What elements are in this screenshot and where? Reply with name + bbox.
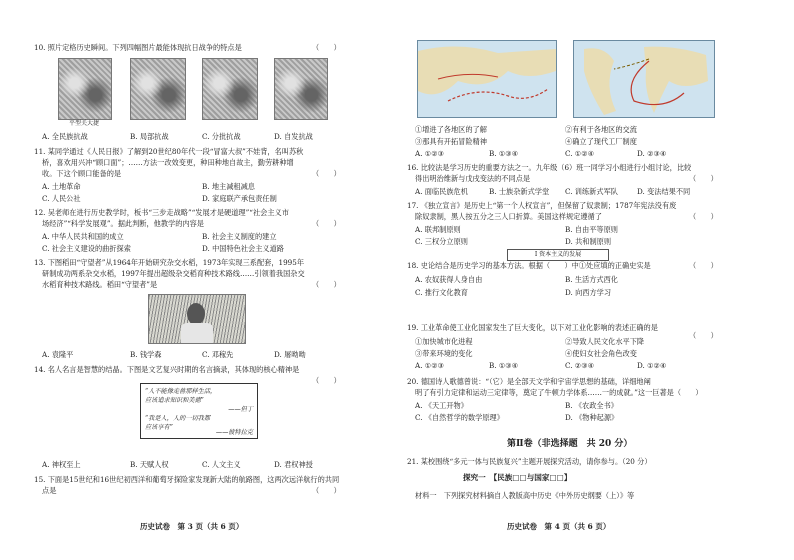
q14-line-1: 14. 名人名言是智慧的结晶。下图是文艺复兴时期的名言摘录，其体现的核心精神是 (34, 365, 300, 374)
map-2-route-2 (614, 59, 649, 69)
q10-bracket: （ ） (312, 43, 341, 52)
q13-option-a: A. 袁隆平 (42, 350, 74, 359)
q11-option-c: C. 人民公社 (42, 194, 81, 203)
q19-choice-b: B. ①③④ (489, 361, 519, 370)
q18-option-c: C. 推行文化教育 (415, 288, 468, 297)
q14-quote-box (140, 383, 258, 439)
q15-statement-1: ①增进了各地区的了解 (415, 125, 487, 134)
q12-option-c: C. 社会主义建设的曲折探索 (42, 244, 131, 253)
q15-choice-c: C. ①②④ (565, 149, 595, 158)
q16-bracket: （ ） (689, 174, 718, 183)
q10-photo-2 (130, 58, 186, 120)
q14-quote-line-1: “人不能像走兽那样生活， (145, 388, 217, 395)
q15-map-2-svg (574, 41, 714, 117)
q11-bracket: （ ） (312, 169, 341, 178)
q14-quote-author-1: ——但丁 (228, 406, 253, 413)
q17-line-1: 17. 《独立宣言》是历史上“第一个人权宣言”，但保留了奴隶制；1787年宪法没有废 (407, 201, 677, 210)
q19-bracket: （ ） (689, 331, 718, 340)
q13-line-2: 研制成功两系杂交水稻，1997年提出超级杂交稻育种技术路线……引领着我国杂交 (42, 269, 305, 278)
q14-option-a: A. 神权至上 (42, 460, 81, 469)
q12-line-2: 场经济”“科学发展观”。据此判断，他教学的内容是 (42, 219, 204, 228)
q20-line-2: 明了有引力定律和运动三定律等，奠定了牛顿力学体系……一的成就。”这一巨著是（ ） (415, 388, 703, 397)
q10-option-c: C. 分批抗战 (202, 132, 241, 141)
q13-option-b: B. 钱学森 (130, 350, 162, 359)
q16-option-b: B. 士族杂新式学堂 (489, 187, 550, 196)
q15-statement-3: ③那具有开拓冒险精神 (415, 137, 487, 146)
q12-bracket: （ ） (312, 219, 341, 228)
q14-quote-line-2: 应该追求知识和美德” (145, 397, 204, 404)
q10-photo1-caption: 平型关大捷 (68, 120, 99, 127)
q11-option-a: A. 土地革命 (42, 182, 81, 191)
q19-statement-2: ②导致人民文化水平下降 (565, 337, 645, 346)
q15-map-2 (573, 40, 715, 118)
q17-option-c: C. 三权分立原则 (415, 237, 468, 246)
q15-choice-d: D. ②③④ (637, 149, 667, 158)
q14-option-c: C. 人文主义 (202, 460, 241, 469)
q16-line-2: 得出明治维新与戊戌变法的不同点是 (415, 174, 531, 183)
q15-statement-4: ④确立了现代工厂制度 (565, 137, 637, 146)
q19-statement-1: ①加快城市化进程 (415, 337, 473, 346)
q11-line-2: 桥，喜欢用兴冲“顾口面”；……方法一改效变更，种田种地自故主，勤劳耕种增 (42, 158, 294, 167)
q19-line-1: 19. 工业革命使工业化国家发生了巨大变化，以下对工业化影响的表述正确的是 (407, 323, 658, 332)
explore-1-title: 探究一 【民族□□与国家□□】 (463, 473, 572, 482)
q18-option-a: A. 农奴获得人身自由 (415, 275, 483, 284)
q17-option-a: A. 联邦制原则 (415, 225, 461, 234)
q10-option-d: D. 自发抗战 (274, 132, 313, 141)
q11-option-d: D. 家庭联产承包责任制 (202, 194, 277, 203)
q13-option-c: C. 邓稼先 (202, 350, 234, 359)
q15-map-1 (417, 40, 557, 118)
q13-photo-farmer (148, 294, 246, 344)
q16-line-1: 16. 比较法是学习历史的重要方法之一。九年级（6）班一同学习小组进行小组讨论，比较 (407, 163, 692, 172)
q18-bracket: （ ） (689, 261, 718, 270)
q18-line-1: 18. 史论结合是历史学习的基本方法。根据（ ）中①处应填的正确史实是 (407, 261, 651, 270)
q15-line-2: 点是 (42, 486, 57, 495)
q20-option-d: D. 《物种起源》 (565, 413, 619, 422)
q17-line-2: 除奴隶制，黑人按五分之三人口折算。美国这样规定遵循了 (415, 212, 602, 221)
q15-statement-2: ②有利于各地区的交流 (565, 125, 637, 134)
q16-option-d: D. 变法结果不同 (637, 187, 691, 196)
q19-choice-a: A. ①②③ (415, 361, 445, 370)
q10-photo-1 (58, 58, 112, 120)
q13-option-d: D. 屠呦呦 (274, 350, 306, 359)
q15-choice-b: B. ①③④ (489, 149, 519, 158)
q14-quote-line-3: “我是人，人的一切我都 (145, 415, 211, 422)
q20-option-a: A. 《天工开物》 (415, 401, 468, 410)
page-3-footer: 历史试卷 第 3 页（共 6 页） (140, 522, 244, 531)
q14-quote-author-2: ——彼特拉克 (215, 429, 253, 436)
q20-option-b: B. 《农政全书》 (565, 401, 618, 410)
q19-choice-d: D. ①②④ (637, 361, 667, 370)
q20-line-1: 20. 德国诗人歌德曾说：“（它）是全部天文学和宇宙学思想的基础，详细地阐 (407, 377, 651, 386)
q14-option-d: D. 君权神授 (274, 460, 313, 469)
q11-line-3: 收。下这个顾口能备的是 (42, 169, 122, 178)
q15-bracket: （ ） (312, 486, 341, 495)
q19-statement-4: ④使妇女社会角色改变 (565, 349, 637, 358)
q10-stem: 10. 照片定格历史瞬间。下列四幅图片最能体现抗日战争的特点是 (34, 43, 242, 52)
q14-option-b: B. 天赋人权 (130, 460, 169, 469)
q12-option-b: B. 社会主义制度的建立 (202, 232, 277, 241)
q21-stem: 21. 某校围绕“多元一体与民族复兴”主题开展探究活动，请你参与。（20 分） (407, 457, 652, 466)
q18-option-d: D. 向西方学习 (565, 288, 612, 297)
q17-bracket: （ ） (689, 212, 718, 221)
q18-diagram: I 资本主义的发展 (507, 249, 609, 261)
map-2-land-west (584, 48, 616, 115)
q19-choice-c: C. ②③④ (565, 361, 595, 370)
q10-photo-4 (274, 58, 328, 120)
q13-line-1: 13. 下图稻田“守望者”从1964年开始研究杂交水稻，1973年实现三系配套，1995年 (34, 258, 305, 267)
q14-quote-line-4: 应该享有” (145, 424, 173, 431)
q19-statement-3: ③带来环境的变化 (415, 349, 473, 358)
q18-option-b: B. 生活方式西化 (565, 275, 618, 284)
q12-option-a: A. 中华人民共和国的成立 (42, 232, 124, 241)
material-1: 材料一 下列探究材料摘自人教版高中历史《中外历史纲要（上）》等 (415, 491, 635, 500)
page-4 (397, 0, 794, 560)
q13-bracket: （ ） (312, 280, 341, 289)
q10-option-b: B. 局部抗战 (130, 132, 169, 141)
q16-option-c: C. 训练新式军队 (565, 187, 618, 196)
q16-option-a: A. 面临民族危机 (415, 187, 468, 196)
q13-line-3: 水稻育种技术路线。稻田“守望者”是 (42, 280, 158, 289)
q12-line-1: 12. 吴老师在进行历史教学时，板书“三步走战略”“发展才是硬道理”“社会主义市 (34, 208, 289, 217)
q10-photo-3 (202, 58, 258, 120)
q20-option-c: C. 《自然哲学的数学原理》 (415, 413, 504, 422)
map-2-land-east (644, 47, 708, 113)
q10-option-a: A. 全民族抗战 (42, 132, 88, 141)
q15-map-1-svg (418, 41, 556, 117)
q14-bracket: （ ） (312, 376, 341, 385)
q15-choice-a: A. ①②③ (415, 149, 445, 158)
map-1-land (418, 46, 556, 94)
map-1-route (448, 89, 548, 101)
page-4-footer: 历史试卷 第 4 页（共 6 页） (507, 522, 611, 531)
q17-option-b: B. 自由平等原则 (565, 225, 618, 234)
q17-option-d: D. 共和制原则 (565, 237, 612, 246)
section-2-title: 第Ⅱ卷（非选择题 共 20 分） (507, 439, 633, 449)
q15-line-1: 15. 下面是15世纪和16世纪初西洋和葡萄牙探险家发现新大陆的航路图，这两次远洋航行的共同 (34, 475, 340, 484)
q11-option-b: B. 地主减租减息 (202, 182, 255, 191)
q11-line-1: 11. 某同学通过《人民日报》了解到20世纪80年代一段“冒富大叔”不娃背，名叫苏秋 (34, 147, 304, 156)
q12-option-d: D. 中国特色社会主义道路 (202, 244, 284, 253)
